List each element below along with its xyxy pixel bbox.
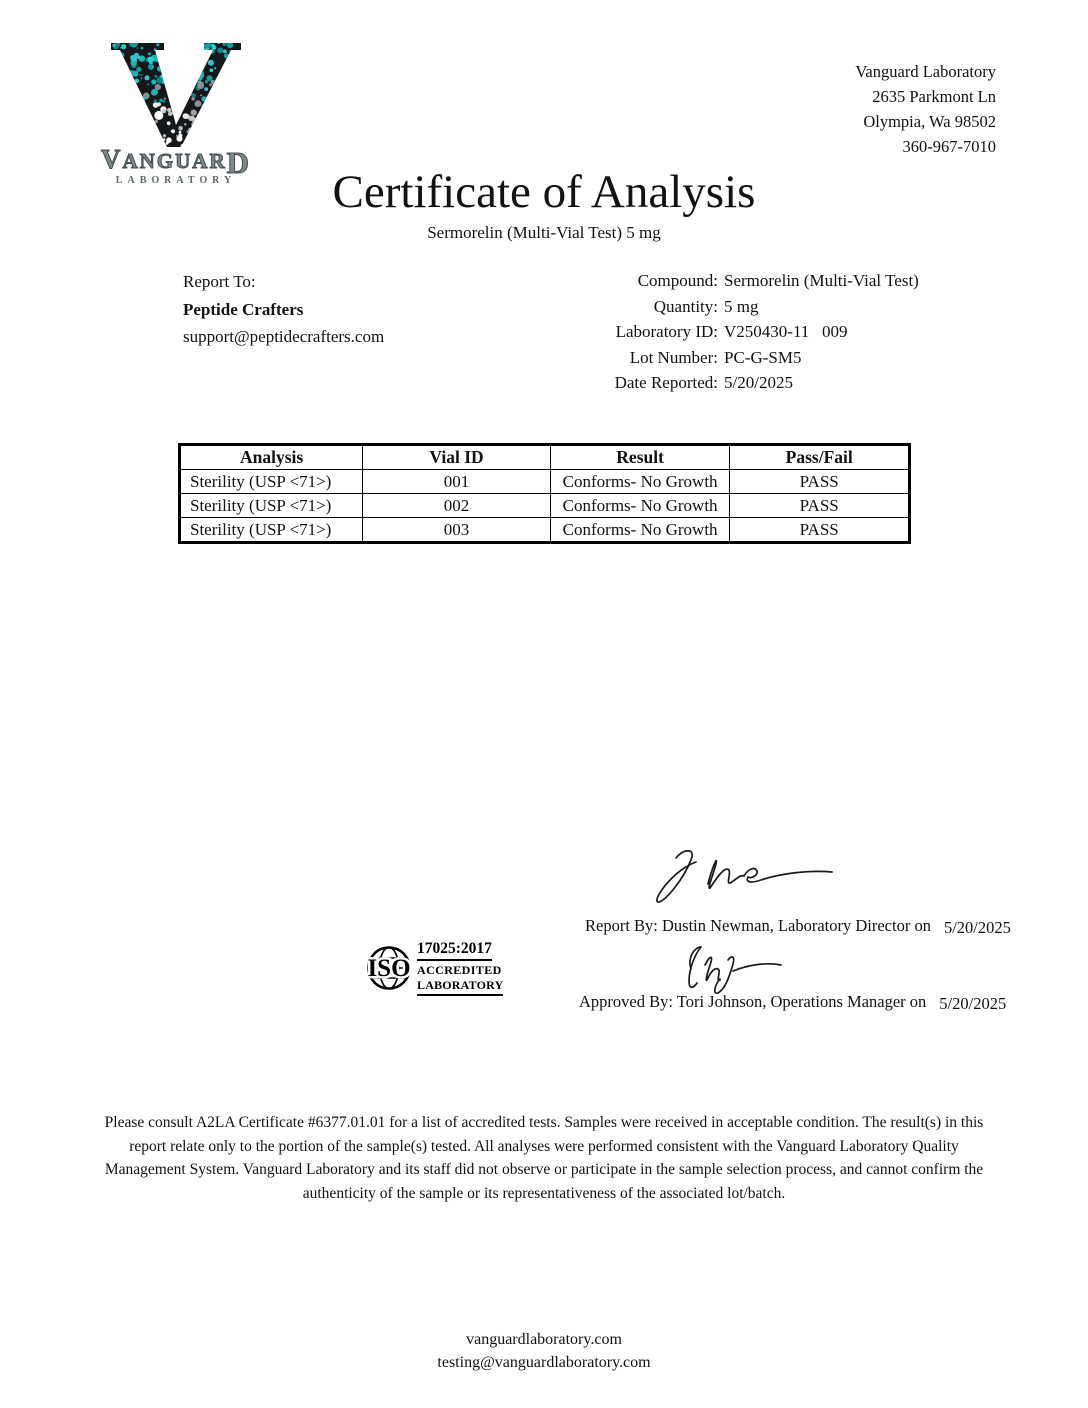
detail-row: [400, 345, 919, 371]
column-header: Pass/Fail: [730, 445, 910, 470]
table-cell-result: Conforms- No Growth: [550, 518, 730, 543]
client-name: Peptide Crafters: [183, 299, 304, 319]
table-row: [180, 494, 910, 518]
table-cell-analysis: Sterility (USP <71>): [180, 494, 363, 518]
detail-row: [400, 294, 919, 320]
footer-email: testing@vanguardlaboratory.com: [437, 1354, 651, 1371]
logo-subtext: LABORATORY: [115, 175, 237, 186]
report-to-label: Report To:: [183, 272, 256, 291]
detail-label: Compound:: [637, 271, 718, 290]
detail-row: [400, 370, 919, 396]
table-cell-vial-id: 002: [363, 494, 551, 518]
page-subtitle: Sermorelin (Multi-Vial Test) 5 mg: [427, 223, 661, 242]
table-header-row: [180, 445, 910, 470]
table-cell-pass-fail: PASS: [730, 494, 910, 518]
detail-value: V250430-11 009: [724, 322, 848, 341]
report-by-line: [585, 916, 1011, 936]
detail-value: PC-G-SM5: [724, 347, 802, 367]
lab-address: [855, 59, 996, 159]
detail-value: 5/20/2025: [724, 373, 793, 392]
table-row: [180, 518, 910, 543]
lab-address-line: 2635 Parkmont Ln: [872, 87, 996, 106]
detail-label: Date Reported:: [614, 373, 718, 392]
iso-globe-icon: [366, 945, 412, 991]
approved-by-date: 5/20/2025: [939, 994, 1007, 1013]
sample-details-block: [400, 268, 919, 396]
lab-address-line: Olympia, Wa 98502: [863, 112, 996, 131]
report-to-block: [183, 268, 384, 351]
table-cell-analysis: Sterility (USP <71>): [180, 470, 363, 494]
approved-by-signature: [660, 939, 795, 997]
report-by-date: 5/20/2025: [943, 918, 1011, 937]
vanguard-v-logo-icon: [109, 42, 244, 148]
table-row: [180, 470, 910, 494]
client-email: support@peptidecrafters.com: [183, 327, 385, 346]
vanguard-logo: [100, 42, 252, 186]
table-cell-pass-fail: PASS: [730, 470, 910, 494]
approved-by-line: [579, 992, 1006, 1012]
table-cell-analysis: Sterility (USP <71>): [180, 518, 363, 543]
report-by-signature: [648, 838, 838, 910]
footer-website: vanguardlaboratory.com: [466, 1331, 622, 1348]
disclaimer-text: Please consult A2LA Certificate #6377.01.01 for a list of accredited tests. Samples were received in acceptable condition. The result(s) in this report relate only to the portion of the sample(s) tested. All analyses were performed consistent with the Vanguard Laboratory Quality Management System. Vanguard Laboratory and its staff did not observe or participate in the sample selection process, and cannot confirm the authenticity of the sample or its representativeness of the associated lot/batch.: [104, 1114, 984, 1202]
results-table: [178, 443, 911, 544]
column-header: Vial ID: [363, 445, 551, 470]
footer: [0, 1328, 1088, 1374]
detail-value: 5 mg: [724, 296, 759, 316]
column-header: Result: [550, 445, 730, 470]
logo-letters: ANGUAR: [122, 149, 227, 173]
logo-letter: V: [100, 144, 123, 174]
detail-label: Laboratory ID:: [615, 322, 718, 341]
table-cell-vial-id: 001: [363, 470, 551, 494]
iso-accreditation-badge: [366, 940, 503, 996]
report-by-text: Report By: Dustin Newman, Laboratory Director on: [585, 916, 931, 935]
iso-label: ISO: [367, 955, 411, 982]
detail-row: [400, 319, 919, 345]
table-cell-pass-fail: PASS: [730, 518, 910, 543]
iso-badge-text: [417, 940, 503, 996]
column-header: Analysis: [180, 445, 363, 470]
iso-laboratory-label: LABORATORY: [417, 978, 503, 996]
page-title: Certificate of Analysis: [332, 166, 756, 218]
table-cell-vial-id: 003: [363, 518, 551, 543]
detail-label: Lot Number:: [629, 347, 718, 367]
table-cell-result: Conforms- No Growth: [550, 470, 730, 494]
detail-value: Sermorelin (Multi-Vial Test): [724, 271, 919, 290]
lab-address-line: Vanguard Laboratory: [855, 62, 996, 81]
detail-label: Quantity:: [653, 296, 718, 316]
lab-address-line: 360-967-7010: [902, 137, 996, 156]
iso-accredited-label: ACCREDITED: [417, 963, 502, 977]
detail-row: [400, 268, 919, 294]
iso-standard-number: 17025:2017: [417, 940, 492, 961]
approved-by-text: Approved By: Tori Johnson, Operations Manager on: [579, 992, 927, 1011]
table-cell-result: Conforms- No Growth: [550, 494, 730, 518]
logo-letter: D: [226, 145, 252, 180]
